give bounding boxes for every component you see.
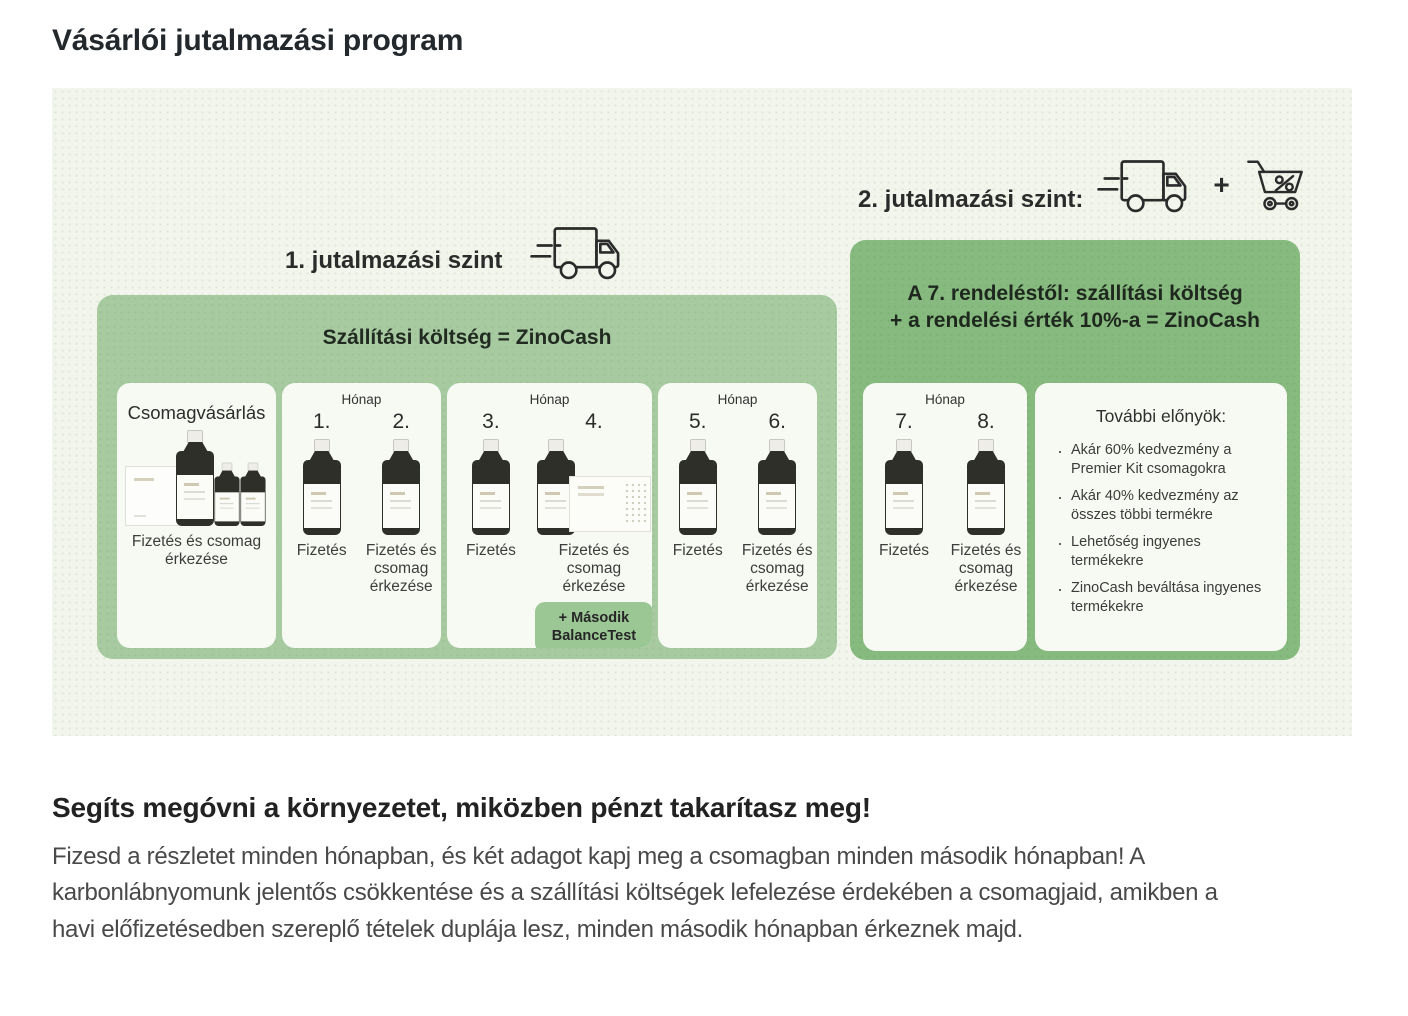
purchase-card-caption: Fizetés és csomag érkezése (131, 533, 262, 569)
second-balancetest-badge: + Második BalanceTest (535, 602, 652, 648)
level2-label: 2. jutalmazási szint: (858, 186, 1084, 213)
level2-box (850, 240, 1300, 660)
month-number: 1. (312, 410, 331, 433)
bottle-graphic (381, 439, 421, 535)
balancetest-kit-graphic (569, 476, 651, 532)
month-label: Hónap (925, 392, 965, 407)
bottle-graphic (240, 463, 266, 526)
delivery-truck-icon (1097, 155, 1199, 219)
month-number: 4. (585, 410, 603, 433)
month-number: 2. (392, 410, 410, 433)
level1-header (285, 221, 632, 287)
month-number: 8. (977, 410, 995, 433)
month-card-5-6 (658, 383, 817, 648)
level2-cards (863, 383, 1287, 651)
benefits-title: További előnyök: (1095, 406, 1227, 426)
benefits-card (1035, 383, 1287, 651)
bottle-graphic (884, 439, 924, 535)
footer-heading: Segíts megóvni a környezetet, miközben pénzt takarítasz meg! (52, 792, 871, 823)
benefit-item: · Akár 60% kedvezmény a Premier Kit csomagokra (1055, 441, 1275, 478)
month-number: 3. (482, 410, 500, 433)
month-label: Hónap (529, 392, 570, 407)
footer-paragraph: Fizesd a részletet minden hónapban, és két adagot kapj meg a csomagban minden második hónapban! A karbonlábnyomunk jelentős csökkentése és a szállítási költségek lefelezése érdekében a csomagjaid, amikben a havi előfizetésedben szereplő tételek duplája lesz, minden második hónapban érkeznek majd. (52, 843, 1218, 943)
month-caption: Fizetés (672, 542, 723, 559)
bottle-graphic (214, 463, 240, 526)
bottle-graphic (966, 439, 1006, 535)
page-title: Vásárlói jutalmazási program (52, 24, 464, 57)
bottle-graphic (757, 439, 797, 535)
bottle-graphic (302, 439, 342, 535)
month-label: Hónap (717, 392, 758, 407)
level1-cards (117, 383, 817, 648)
month-card-7-8 (863, 383, 1027, 651)
level1-box-title: Szállítási költség = ZinoCash (322, 326, 612, 349)
month-caption: Fizetés és csomag érkezése (365, 542, 437, 595)
month-caption: Fizetés (879, 542, 929, 559)
purchase-card-title: Csomagvásárlás (127, 402, 266, 423)
month-number: 6. (768, 410, 786, 433)
month-number: 7. (895, 410, 913, 433)
cart-percent-icon (1244, 156, 1306, 218)
month-card-1-2 (282, 383, 441, 648)
level2-header (858, 146, 1306, 228)
bottle-graphic (175, 430, 215, 526)
delivery-truck-icon (530, 222, 632, 286)
month-card-3-4 (447, 383, 652, 648)
bottle-graphic (678, 439, 718, 535)
month-caption: Fizetés (465, 542, 516, 559)
month-caption: Fizetés és csomag érkezése (950, 542, 1022, 595)
benefit-item: · ZinoCash beváltása ingyenes termékekre (1055, 579, 1275, 616)
month-caption: Fizetés és csomag érkezése (741, 542, 813, 595)
month-caption: Fizetés (296, 542, 347, 559)
level1-box (97, 295, 837, 659)
purchase-card (117, 383, 276, 648)
month-number: 5. (689, 410, 707, 433)
benefit-item: · Akár 40% kedvezmény az összes többi termékre (1055, 487, 1275, 524)
month-caption: Fizetés és csomag érkezése (558, 542, 630, 595)
level1-label: 1. jutalmazási szint (285, 247, 503, 274)
product-cluster-graphic (117, 426, 276, 526)
rewards-diagram-panel (52, 88, 1352, 736)
benefit-item: · Lehetőség ingyenes termékekre (1055, 533, 1275, 570)
benefits-list (1055, 441, 1275, 616)
bottle-graphic (471, 439, 511, 535)
month-label: Hónap (341, 392, 382, 407)
plus-sign: + (1213, 169, 1230, 200)
level2-box-title: A 7. rendeléstől: szállítási költség + a rendelési érték 10%-a = ZinoCash (889, 282, 1260, 333)
